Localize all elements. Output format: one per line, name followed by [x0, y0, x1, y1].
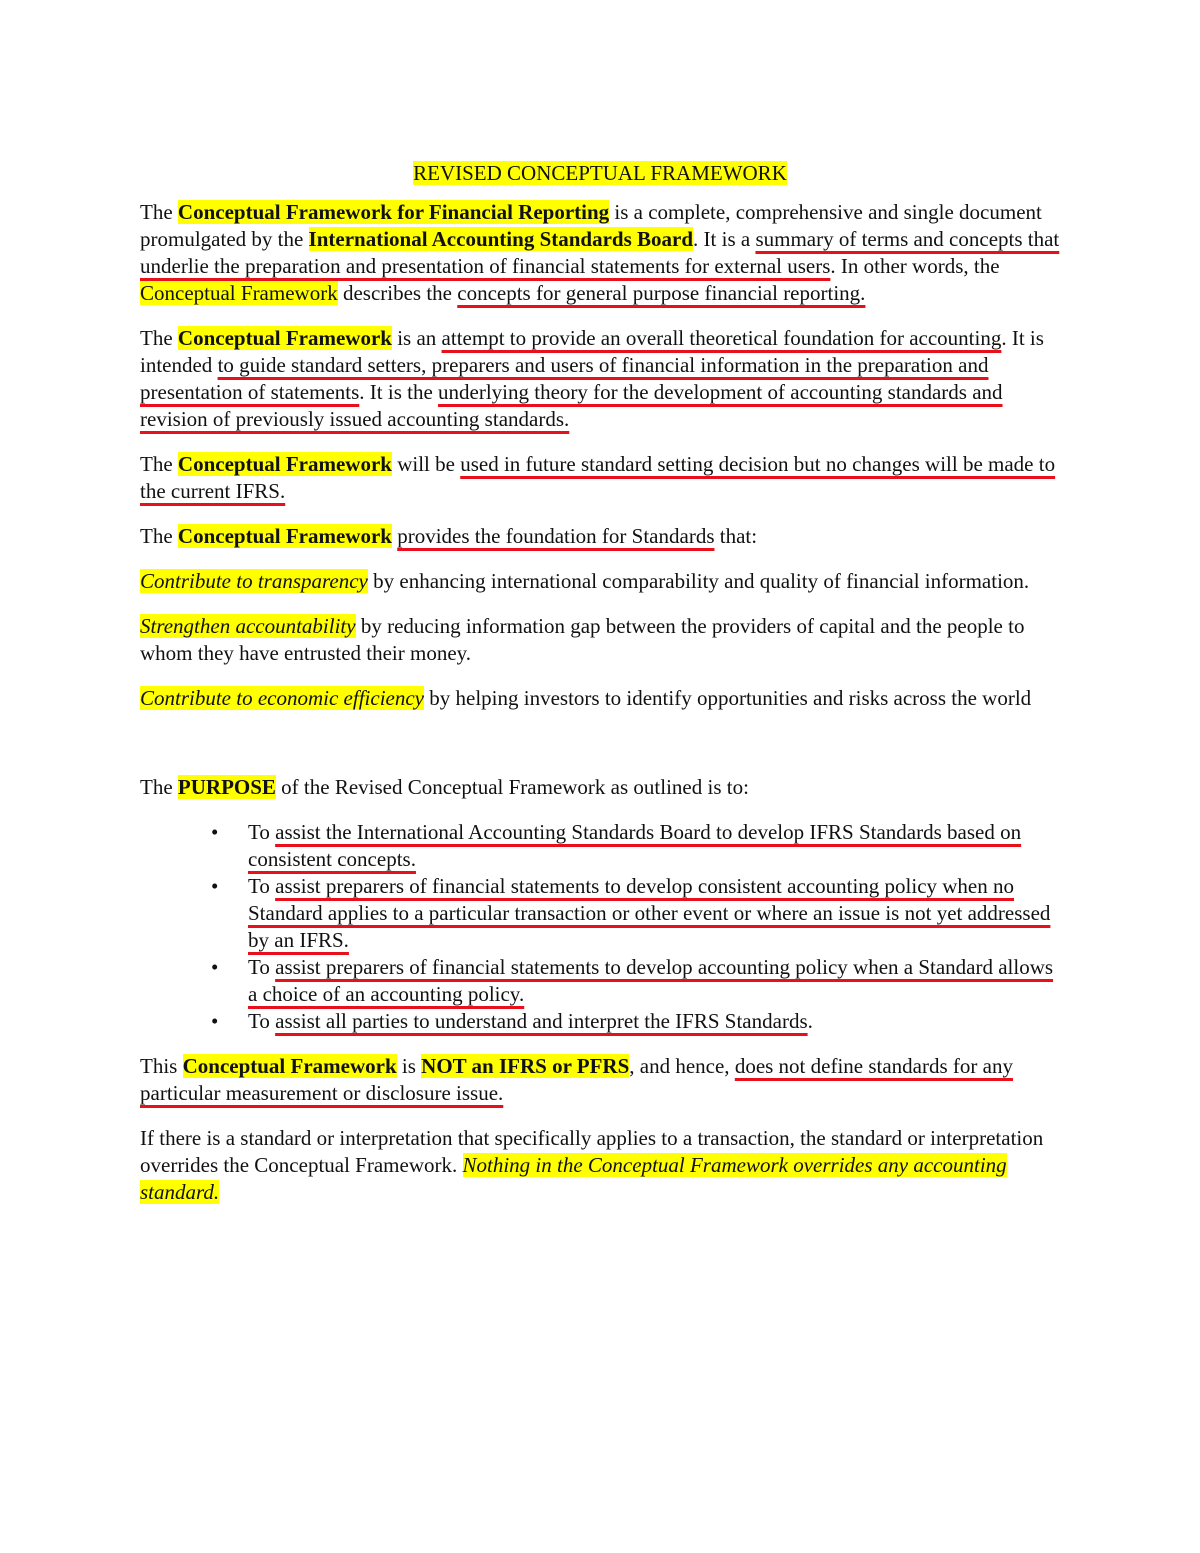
list-item: • To assist all parties to understand and interpret the IFRS Standards.	[211, 1009, 813, 1033]
underlined-phrase: attempt to provide an overall theoretical foundation for accounting	[441, 326, 1002, 350]
underlined-phrase: assist preparers of financial statements to develop accounting policy when a Standard allows a choice of an accounting policy.	[248, 955, 1054, 1006]
bullet-icon: •	[211, 1009, 219, 1033]
bullet-icon: •	[211, 955, 219, 979]
paragraph-provides-foundation: The Conceptual Framework provides the foundation for Standards that:	[140, 524, 758, 548]
underlined-phrase: concepts for general purpose financial reporting.	[457, 281, 866, 305]
purpose-list	[140, 819, 1060, 1035]
highlight-term: NOT an IFRS or PFRS	[421, 1054, 630, 1078]
blank-line	[140, 730, 1060, 774]
list-item: • To assist preparers of financial statements to develop consistent accounting policy when no Standard applies to a particular transaction or other event or where an issue is not yet addressed by an IFRS.	[211, 874, 1051, 952]
paragraph-definition: The Conceptual Framework for Financial Reporting is a complete, comprehensive and single document promulgated by the International Accounting Standards Board. It is a summary of terms and concepts that underlie the preparation and presentation of financial statements for external users. In other words, the Conceptual Framework describes the concepts for general purpose financial reporting.	[140, 200, 1060, 305]
highlight-term: Conceptual Framework	[140, 281, 338, 305]
bullet-icon: •	[211, 874, 219, 898]
underlined-phrase: assist all parties to understand and interpret the IFRS Standards	[275, 1009, 808, 1033]
highlight-term: Conceptual Framework	[182, 1054, 397, 1078]
paragraph-accountability: Strengthen accountability by reducing information gap between the providers of capital and the people to whom they have entrusted their money.	[140, 614, 1025, 665]
underlined-phrase: provides the foundation for Standards	[397, 524, 715, 548]
highlight-term: Conceptual Framework	[177, 326, 392, 350]
underlined-phrase: to guide standard setters, preparers and users of financial information in the preparation and presentation of statements	[140, 353, 989, 404]
paragraph-not-ifrs: This Conceptual Framework is NOT an IFRS or PFRS, and hence, does not define standards for any particular measurement or disclosure issue.	[140, 1054, 1013, 1105]
highlight-term: Conceptual Framework	[177, 452, 392, 476]
list-item: • To assist the International Accounting Standards Board to develop IFRS Standards based on consistent concepts.	[211, 820, 1022, 871]
paragraph-foundation: The Conceptual Framework is an attempt to provide an overall theoretical foundation for accounting. It is intended to guide standard setters, preparers and users of financial information in the preparation and presentation of statements. It is the underlying theory for the development of accounting standards and revision of previously issued accounting standards.	[140, 326, 1044, 431]
underlined-phrase: underlying theory for the development of accounting standards and revision of previously issued accounting standards.	[140, 380, 1003, 431]
paragraph-future-use: The Conceptual Framework will be used in future standard setting decision but no changes will be made to the current IFRS.	[140, 452, 1056, 503]
document-title-text: REVISED CONCEPTUAL FRAMEWORK	[413, 161, 787, 185]
paragraph-efficiency: Contribute to economic efficiency by helping investors to identify opportunities and risks across the world	[140, 686, 1032, 710]
underlined-phrase: assist the International Accounting Standards Board to develop IFRS Standards based on consistent concepts.	[248, 820, 1022, 871]
document-title	[140, 158, 1060, 188]
highlight-italic-term: Nothing in the Conceptual Framework overrides any accounting standard	[140, 1153, 1007, 1204]
highlight-term: International Accounting Standards Board	[308, 227, 694, 251]
highlight-term: Conceptual Framework	[177, 524, 392, 548]
list-item: • To assist preparers of financial statements to develop accounting policy when a Standard allows a choice of an accounting policy.	[211, 955, 1054, 1006]
highlight-italic-term: Strengthen accountability	[140, 614, 356, 638]
highlight-italic-term: Contribute to economic efficiency	[140, 686, 424, 710]
underlined-phrase: summary of terms and concepts that underlie the preparation and presentation of financial statements for external users	[140, 227, 1060, 278]
underlined-phrase: assist preparers of financial statements to develop consistent accounting policy when no Standard applies to a particular transaction or other event or where an issue is not yet addressed by an IFRS.	[248, 874, 1051, 952]
highlight-italic-term: Contribute to transparency	[140, 569, 368, 593]
highlight-term: PURPOSE	[177, 775, 276, 799]
paragraph-overrides: If there is a standard or interpretation that specifically applies to a transaction, the standard or interpretation overrides the Conceptual Framework. Nothing in the Conceptual Framework overrides any accounting standard.	[140, 1126, 1044, 1204]
paragraph-purpose-intro: The PURPOSE of the Revised Conceptual Framework as outlined is to:	[140, 775, 749, 799]
underlined-phrase: used in future standard setting decision but no changes will be made to the current IFRS.	[140, 452, 1056, 503]
paragraph-transparency: Contribute to transparency by enhancing international comparability and quality of financial information.	[140, 569, 1030, 593]
underlined-phrase: does not define standards for any particular measurement or disclosure issue.	[140, 1054, 1013, 1105]
bullet-icon: •	[211, 820, 219, 844]
highlight-term: Conceptual Framework for Financial Reporting	[177, 200, 610, 224]
